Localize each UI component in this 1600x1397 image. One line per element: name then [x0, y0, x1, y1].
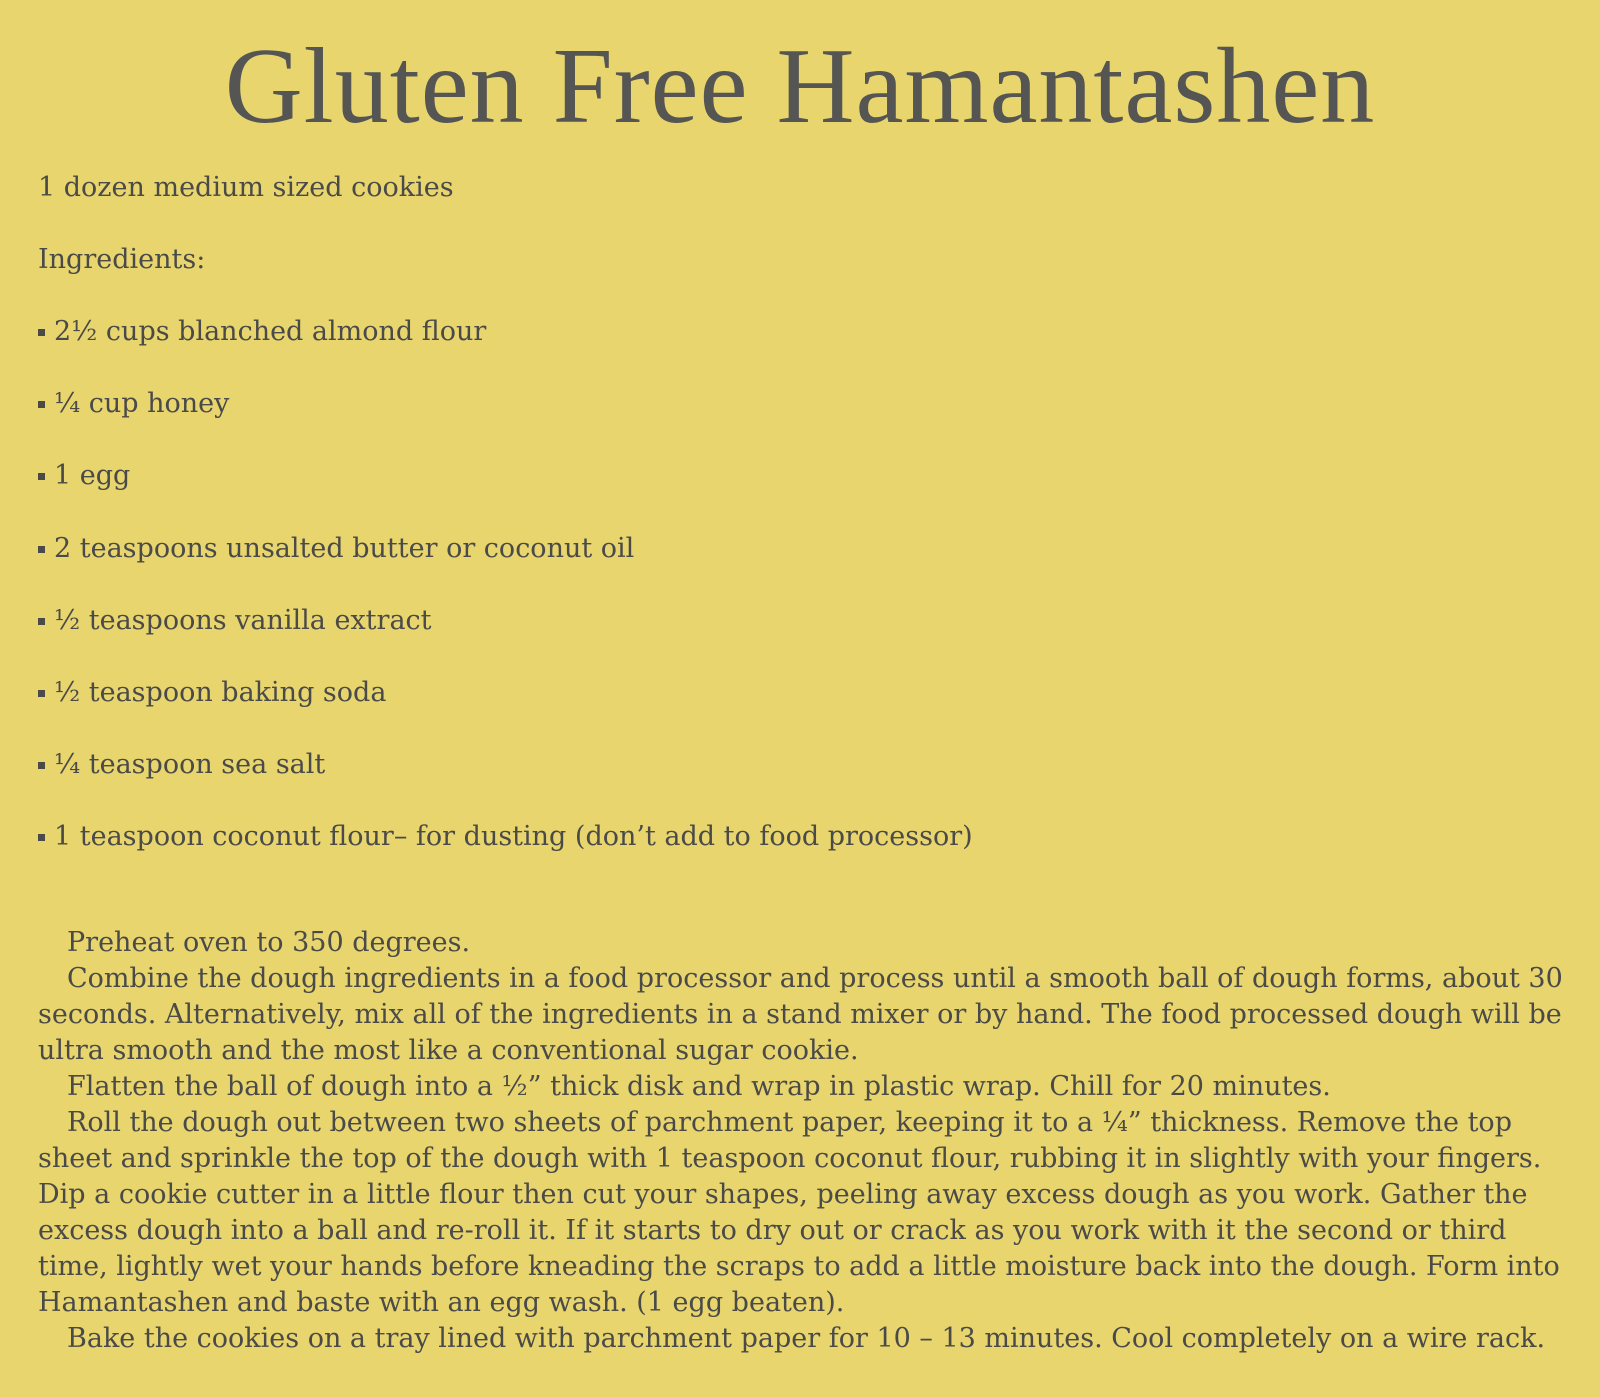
direction-step: Bake the cookies on a tray lined with parchment paper for 10 – 13 minutes. Cool completely on a wire rack.: [67, 1323, 1546, 1354]
ingredient-text: ¼ cup honey: [54, 388, 230, 420]
ingredient-item: [38, 819, 973, 891]
ingredient-item: [38, 386, 973, 458]
square-bullet-icon: [38, 401, 45, 408]
direction-step: Flatten the ball of dough into a ½” thick disk and wrap in plastic wrap. Chill for 20 minutes.: [67, 1071, 1331, 1102]
ingredient-text: 1 teaspoon coconut flour– for dusting (don’t add to food processor): [54, 821, 973, 853]
direction-step: Roll the dough out between two sheets of parchment paper, keeping it to a ¼” thickness. Remove the top sheet and sprinkle the top of the dough with 1 teaspoon coconut flour, rubbing it in slightly with your fingers. Dip a cookie cutter in a little flour then cut your shapes, peeling away excess dough as you work. Gather the excess dough into a ball and re-roll it. If it starts to dry out or crack as you work with it the second or third time, lightly wet your hands before kneading the scraps to add a little moisture back into the dough. Form into Hamantashen and baste with an egg wash. (1 egg beaten).: [38, 1107, 1560, 1318]
ingredient-item: [38, 747, 973, 819]
ingredient-item: [38, 675, 973, 747]
ingredient-text: 2 teaspoons unsalted butter or coconut oil: [54, 532, 635, 564]
ingredients-heading: Ingredients:: [38, 244, 206, 275]
square-bullet-icon: [38, 834, 45, 841]
square-bullet-icon: [38, 546, 45, 553]
ingredient-text: 2½ cups blanched almond flour: [54, 316, 487, 347]
ingredient-text: 1 egg: [54, 460, 131, 492]
ingredient-text: ¼ teaspoon sea salt: [54, 749, 326, 781]
ingredient-text: ½ teaspoon baking soda: [54, 676, 387, 708]
square-bullet-icon: [38, 762, 45, 769]
square-bullet-icon: [38, 618, 45, 625]
square-bullet-icon: [38, 690, 45, 697]
recipe-title: Gluten Free Hamantashen: [224, 27, 1376, 146]
ingredient-item: [38, 603, 973, 675]
ingredient-text: ½ teaspoons vanilla extract: [54, 604, 432, 636]
direction-step: Combine the dough ingredients in a food processor and process until a smooth ball of dough forms, about 30 seconds. Alternatively, mix all of the ingredients in a stand mixer or by hand. The food processed dough will be ultra smooth and the most like a conventional sugar cookie.: [38, 963, 1563, 1066]
directions-section: [38, 925, 1568, 1357]
ingredient-item: [38, 314, 973, 386]
square-bullet-icon: [38, 329, 45, 336]
ingredients-list: [38, 314, 973, 892]
direction-step: Preheat oven to 350 degrees.: [67, 927, 471, 958]
recipe-yield: 1 dozen medium sized cookies: [38, 172, 454, 203]
ingredient-item: [38, 531, 973, 603]
square-bullet-icon: [38, 473, 45, 480]
ingredient-item: [38, 458, 973, 530]
